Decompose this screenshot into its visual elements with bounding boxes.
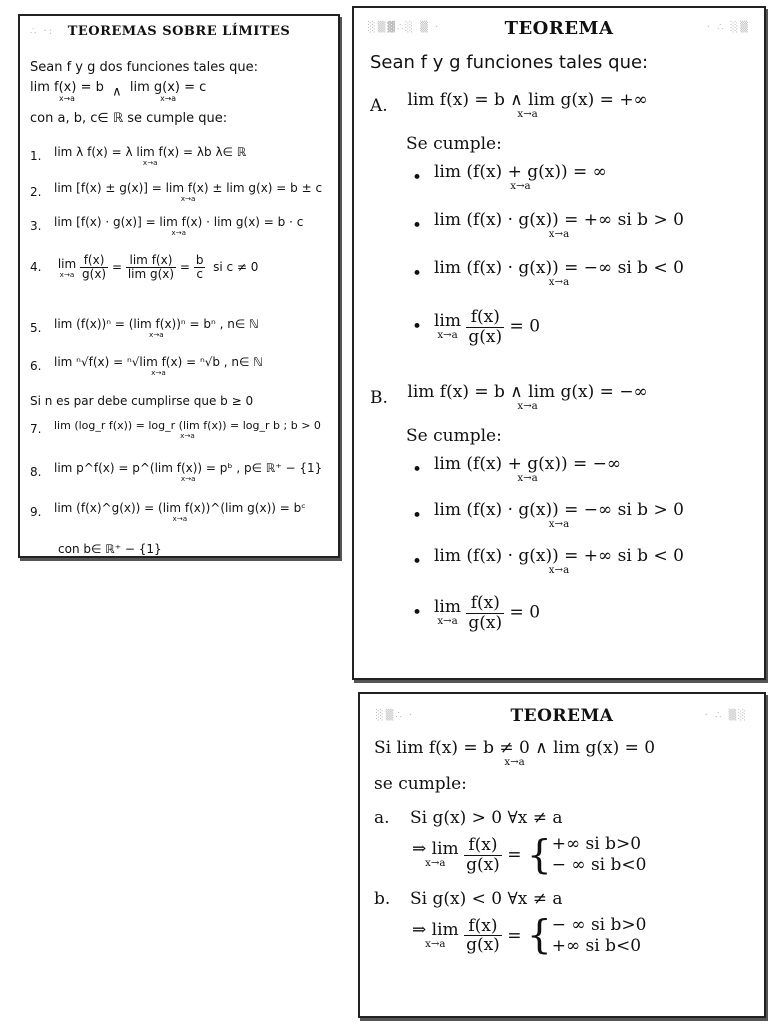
- right-top-title: ░▒▓∴░ ▒ · · ∴ ░▒ TEOREMA: [368, 18, 750, 39]
- bottom-hypothesis: Si lim f(x) = b ≠ 0 ∧ lim g(x) = 0 x→a: [374, 738, 656, 768]
- case-b-item-1: • lim (f(x) + g(x)) = −∞ x→a: [412, 454, 622, 485]
- item-1: 1. lim λ f(x) = λ lim f(x) = λb λ∈ ℝ x→a: [30, 145, 247, 167]
- case-a-condition: a. Si g(x) > 0 ∀x ≠ a: [374, 808, 563, 829]
- case-b-condition: b. Si g(x) < 0 ∀x ≠ a: [374, 888, 563, 909]
- item-3: 3. lim [f(x) · g(x)] = lim f(x) · lim g(x) = b · c x→a: [30, 215, 304, 237]
- item-4: 4. lim x→a $\frac{f(x)}{g(x)}$ = $\frac{\text{lim f(x)}}{\text{lim g(x)}}$ = $\frac{b}{c}$ si c ≠ 0: [30, 253, 259, 282]
- note-6: Si n es par debe cumplirse que b ≥ 0: [30, 394, 254, 408]
- case-b-hypothesis: B. lim f(x) = b ∧ lim g(x) = −∞ x→a: [370, 382, 648, 413]
- right-bottom-theorem-box: [358, 692, 766, 1018]
- item-5: 5. lim (f(x))ⁿ = (lim f(x))ⁿ = bⁿ , n∈ ℕ x→a: [30, 317, 259, 339]
- left-hypothesis: lim f(x) = b x→a ∧ lim g(x) = c x→a: [30, 80, 207, 103]
- case-b-result: ⇒ lim x→a $\frac{f(x)}{g(x)}$ = { − ∞ si b>0 +∞ si b<0: [412, 913, 647, 959]
- case-b-item-2: • lim (f(x) · g(x)) = −∞ si b > 0 x→a: [412, 500, 684, 531]
- item-2: 2. lim [f(x) ± g(x)] = lim f(x) ± lim g(x) = b ± c x→a: [30, 181, 323, 203]
- left-title: ∴ ·: TEOREMAS SOBRE LÍMITES: [30, 24, 291, 39]
- left-intro: Sean f y g dos funciones tales que:: [30, 60, 258, 75]
- case-a-item-3: • lim (f(x) · g(x)) = −∞ si b < 0 x→a: [412, 258, 684, 289]
- case-a-hypothesis: A. lim f(x) = b ∧ lim g(x) = +∞ x→a: [370, 90, 648, 120]
- item-8: 8. lim p^f(x) = p^(lim f(x)) = pᵇ , p∈ ℝ⁺ − {1} x→a: [30, 461, 323, 483]
- item-7: 7. lim (log_r f(x)) = log_r (lim f(x)) = log_r b ; b > 0 x→a: [30, 419, 321, 440]
- case-b-cumple: Se cumple:: [406, 426, 502, 447]
- right-top-theorem-box: [352, 6, 766, 680]
- case-b-item-3: • lim (f(x) · g(x)) = +∞ si b < 0 x→a: [412, 546, 684, 577]
- bottom-cumple: se cumple:: [374, 774, 467, 795]
- case-b-item-4: • lim x→a $\frac{f(x)}{g(x)}$ = 0: [412, 593, 541, 634]
- left-theorem-box: [18, 14, 340, 558]
- note-9: con b∈ ℝ⁺ − {1}: [58, 542, 162, 556]
- case-a-item-2: • lim (f(x) · g(x)) = +∞ si b > 0 x→a: [412, 210, 684, 241]
- case-a-item-4: • lim x→a $\frac{f(x)}{g(x)}$ = 0: [412, 307, 541, 347]
- case-a-item-1: • lim (f(x) + g(x)) = ∞ x→a: [412, 162, 607, 193]
- right-top-intro: Sean f y g funciones tales que:: [370, 52, 649, 73]
- case-a-cumple: Se cumple:: [406, 134, 502, 155]
- left-condition: con a, b, c∈ ℝ se cumple que:: [30, 110, 228, 126]
- case-a-result: ⇒ lim x→a $\frac{f(x)}{g(x)}$ = { +∞ si b>0 − ∞ si b<0: [412, 832, 647, 878]
- right-bottom-title: ░▒∴ · · ∴ ▒░ TEOREMA: [376, 706, 748, 726]
- item-9: 9. lim (f(x)^g(x)) = (lim f(x))^(lim g(x)) = bᶜ x→a: [30, 501, 306, 523]
- item-6: 6. lim ⁿ√f(x) = ⁿ√lim f(x) = ⁿ√b , n∈ ℕ x→a: [30, 355, 263, 377]
